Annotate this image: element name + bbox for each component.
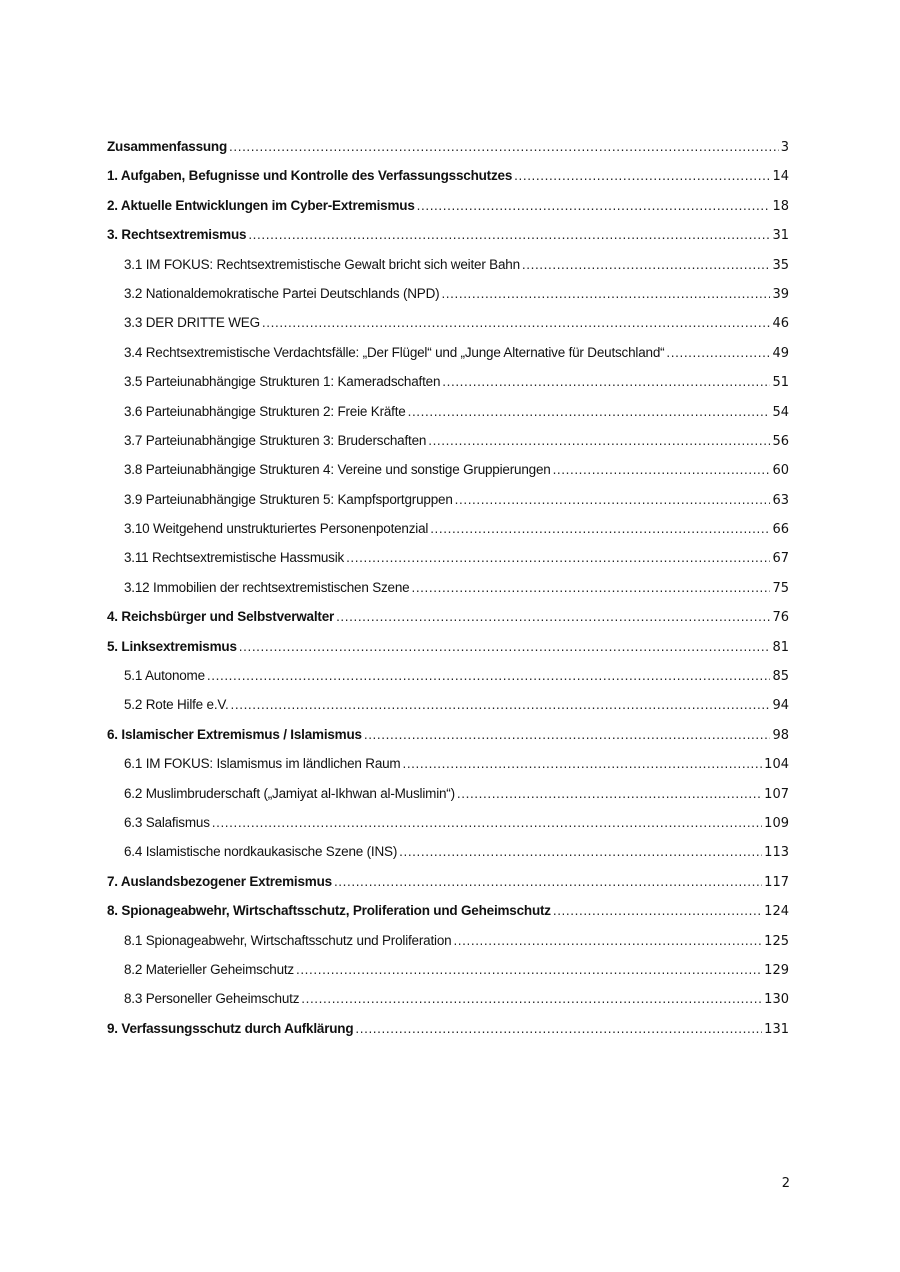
toc-dot-leader xyxy=(248,225,770,245)
toc-entry[interactable] xyxy=(107,196,789,225)
toc-entry-title: 6.2 Muslimbruderschaft („Jamiyat al-Ikhwan al-Muslimin“) xyxy=(124,785,455,801)
toc-entry-title: 3.6 Parteiunabhängige Strukturen 2: Freie Kräfte xyxy=(124,403,406,419)
toc-entry-title: 2. Aktuelle Entwicklungen im Cyber-Extremismus xyxy=(107,197,415,213)
toc-entry-page-number: 56 xyxy=(772,433,789,449)
toc-entry-title: 6.3 Salafismus xyxy=(124,814,210,830)
toc-entry[interactable] xyxy=(107,931,789,960)
toc-entry[interactable] xyxy=(107,255,789,284)
toc-entry-title: 3.10 Weitgehend unstrukturiertes Personenpotenzial xyxy=(124,521,429,537)
toc-entry[interactable] xyxy=(107,901,789,930)
toc-entry-title: 3.2 Nationaldemokratische Partei Deutschlands (NPD) xyxy=(124,285,440,301)
toc-entry[interactable] xyxy=(107,666,789,695)
toc-entry-page-number: 60 xyxy=(772,463,789,479)
toc-dot-leader xyxy=(355,1019,762,1039)
toc-entry[interactable] xyxy=(107,372,789,401)
toc-entry-title: 8. Spionageabwehr, Wirtschaftsschutz, Proliferation und Geheimschutz xyxy=(107,903,551,919)
toc-dot-leader xyxy=(296,960,762,980)
toc-dot-leader xyxy=(408,402,771,422)
toc-entry[interactable] xyxy=(107,578,789,607)
toc-dot-leader xyxy=(522,255,771,275)
toc-entry[interactable] xyxy=(107,842,789,871)
toc-entry-title: 3.12 Immobilien der rechtsextremistischen Szene xyxy=(124,579,410,595)
toc-entry-page-number: 130 xyxy=(764,992,789,1008)
toc-entry-title: 3.5 Parteiunabhängige Strukturen 1: Kameradschaften xyxy=(124,374,441,390)
toc-entry[interactable] xyxy=(107,402,789,431)
toc-entry[interactable] xyxy=(107,872,789,901)
toc-dot-leader xyxy=(514,166,770,186)
toc-entry[interactable] xyxy=(107,1019,789,1048)
toc-dot-leader xyxy=(229,137,779,157)
toc-entry-page-number: 3 xyxy=(780,140,789,155)
toc-dot-leader xyxy=(442,372,770,392)
toc-dot-leader xyxy=(666,343,770,363)
toc-entry[interactable] xyxy=(107,695,789,724)
toc-entry[interactable] xyxy=(107,607,789,636)
toc-dot-leader xyxy=(457,784,762,804)
toc-dot-leader xyxy=(212,813,762,833)
toc-entry-title: 3.7 Parteiunabhängige Strukturen 3: Bruderschaften xyxy=(124,432,427,448)
toc-entry[interactable] xyxy=(107,313,789,342)
toc-entry-page-number: 98 xyxy=(772,727,789,743)
toc-dot-leader xyxy=(455,490,771,510)
toc-entry-title: 5.2 Rote Hilfe e.V. xyxy=(124,697,229,713)
toc-entry-page-number: 51 xyxy=(772,375,789,391)
toc-entry[interactable] xyxy=(107,490,789,519)
toc-entry-page-number: 14 xyxy=(772,169,789,185)
toc-dot-leader xyxy=(346,548,770,568)
toc-entry-title: 3.4 Rechtsextremistische Verdachtsfälle: „Der Flügel“ und „Junge Alternative für Deutschland“ xyxy=(124,344,665,360)
toc-entry-page-number: 54 xyxy=(772,404,789,420)
toc-entry-page-number: 117 xyxy=(764,874,789,890)
toc-dot-leader xyxy=(262,313,771,333)
toc-entry-page-number: 18 xyxy=(772,198,789,214)
toc-entry[interactable] xyxy=(107,137,789,166)
toc-dot-leader xyxy=(402,754,762,774)
toc-dot-leader xyxy=(231,695,771,715)
toc-entry-page-number: 104 xyxy=(764,757,789,773)
toc-entry-title: 3.3 DER DRITTE WEG xyxy=(124,315,260,331)
toc-entry-page-number: 66 xyxy=(772,522,789,538)
toc-dot-leader xyxy=(453,931,762,951)
toc-entry-title: 5. Linksextremismus xyxy=(107,638,237,654)
toc-entry-page-number: 49 xyxy=(772,345,789,361)
toc-entry-page-number: 113 xyxy=(764,845,789,861)
toc-entry-page-number: 129 xyxy=(764,962,789,978)
toc-entry[interactable] xyxy=(107,519,789,548)
toc-entry-page-number: 76 xyxy=(772,610,789,626)
toc-entry-title: 6. Islamischer Extremismus / Islamismus xyxy=(107,726,362,742)
toc-entry-page-number: 85 xyxy=(772,669,789,685)
toc-dot-leader xyxy=(553,460,771,480)
toc-entry-page-number: 109 xyxy=(764,815,789,831)
toc-entry-title: 5.1 Autonome xyxy=(124,668,205,684)
toc-entry[interactable] xyxy=(107,460,789,489)
toc-entry-title: 1. Aufgaben, Befugnisse und Kontrolle des Verfassungsschutzes xyxy=(107,168,513,184)
toc-entry-title: 3.8 Parteiunabhängige Strukturen 4: Vereine und sonstige Gruppierungen xyxy=(124,462,551,478)
page-number: 2 xyxy=(781,1176,790,1191)
toc-dot-leader xyxy=(441,284,770,304)
toc-entry-page-number: 31 xyxy=(772,228,789,244)
toc-entry[interactable] xyxy=(107,725,789,754)
toc-entry-page-number: 81 xyxy=(772,639,789,655)
toc-dot-leader xyxy=(301,989,762,1009)
toc-entry-title: 6.1 IM FOKUS: Islamismus im ländlichen Raum xyxy=(124,756,401,772)
toc-dot-leader xyxy=(239,637,771,657)
toc-entry-page-number: 35 xyxy=(772,257,789,273)
toc-entry-page-number: 67 xyxy=(772,551,789,567)
toc-entry-page-number: 39 xyxy=(772,286,789,302)
toc-entry-title: 9. Verfassungsschutz durch Aufklärung xyxy=(107,1020,354,1036)
toc-entry-title: Zusammenfassung xyxy=(107,139,228,154)
toc-dot-leader xyxy=(428,431,770,451)
toc-entry-title: 8.2 Materieller Geheimschutz xyxy=(124,961,294,977)
toc-dot-leader xyxy=(411,578,770,598)
toc-entry-title: 3. Rechtsextremismus xyxy=(107,227,247,243)
toc-entry-page-number: 107 xyxy=(764,786,789,802)
toc-dot-leader xyxy=(430,519,770,539)
toc-entry[interactable] xyxy=(107,548,789,577)
table-of-contents xyxy=(107,137,789,1048)
toc-dot-leader xyxy=(207,666,771,686)
toc-dot-leader xyxy=(336,607,770,627)
toc-entry[interactable] xyxy=(107,813,789,842)
toc-dot-leader xyxy=(553,901,762,921)
toc-dot-leader xyxy=(334,872,762,892)
toc-entry[interactable] xyxy=(107,284,789,313)
toc-entry[interactable] xyxy=(107,960,789,989)
toc-dot-leader xyxy=(417,196,771,216)
toc-entry-title: 4. Reichsbürger und Selbstverwalter xyxy=(107,609,335,625)
toc-entry[interactable] xyxy=(107,637,789,666)
toc-entry-title: 8.1 Spionageabwehr, Wirtschaftsschutz und Proliferation xyxy=(124,932,452,948)
toc-entry[interactable] xyxy=(107,166,789,195)
toc-dot-leader xyxy=(364,725,771,745)
toc-entry-page-number: 125 xyxy=(764,933,789,949)
toc-entry-page-number: 94 xyxy=(772,698,789,714)
toc-entry[interactable] xyxy=(107,989,789,1018)
toc-entry-title: 7. Auslandsbezogener Extremismus xyxy=(107,873,332,889)
toc-entry-title: 3.9 Parteiunabhängige Strukturen 5: Kampfsportgruppen xyxy=(124,491,453,507)
toc-entry-page-number: 131 xyxy=(764,1021,789,1037)
toc-entry[interactable] xyxy=(107,431,789,460)
toc-entry-title: 3.1 IM FOKUS: Rechtsextremistische Gewalt bricht sich weiter Bahn xyxy=(124,256,520,272)
toc-entry-page-number: 75 xyxy=(772,580,789,596)
toc-entry[interactable] xyxy=(107,784,789,813)
toc-dot-leader xyxy=(399,842,762,862)
toc-entry-page-number: 124 xyxy=(764,904,789,920)
toc-entry-page-number: 63 xyxy=(772,492,789,508)
toc-entry[interactable] xyxy=(107,343,789,372)
toc-entry[interactable] xyxy=(107,754,789,783)
toc-entry-title: 3.11 Rechtsextremistische Hassmusik xyxy=(124,550,345,566)
toc-entry-page-number: 46 xyxy=(772,316,789,332)
toc-entry-title: 6.4 Islamistische nordkaukasische Szene (INS) xyxy=(124,844,398,860)
toc-entry-title: 8.3 Personeller Geheimschutz xyxy=(124,991,300,1007)
toc-entry[interactable] xyxy=(107,225,789,254)
